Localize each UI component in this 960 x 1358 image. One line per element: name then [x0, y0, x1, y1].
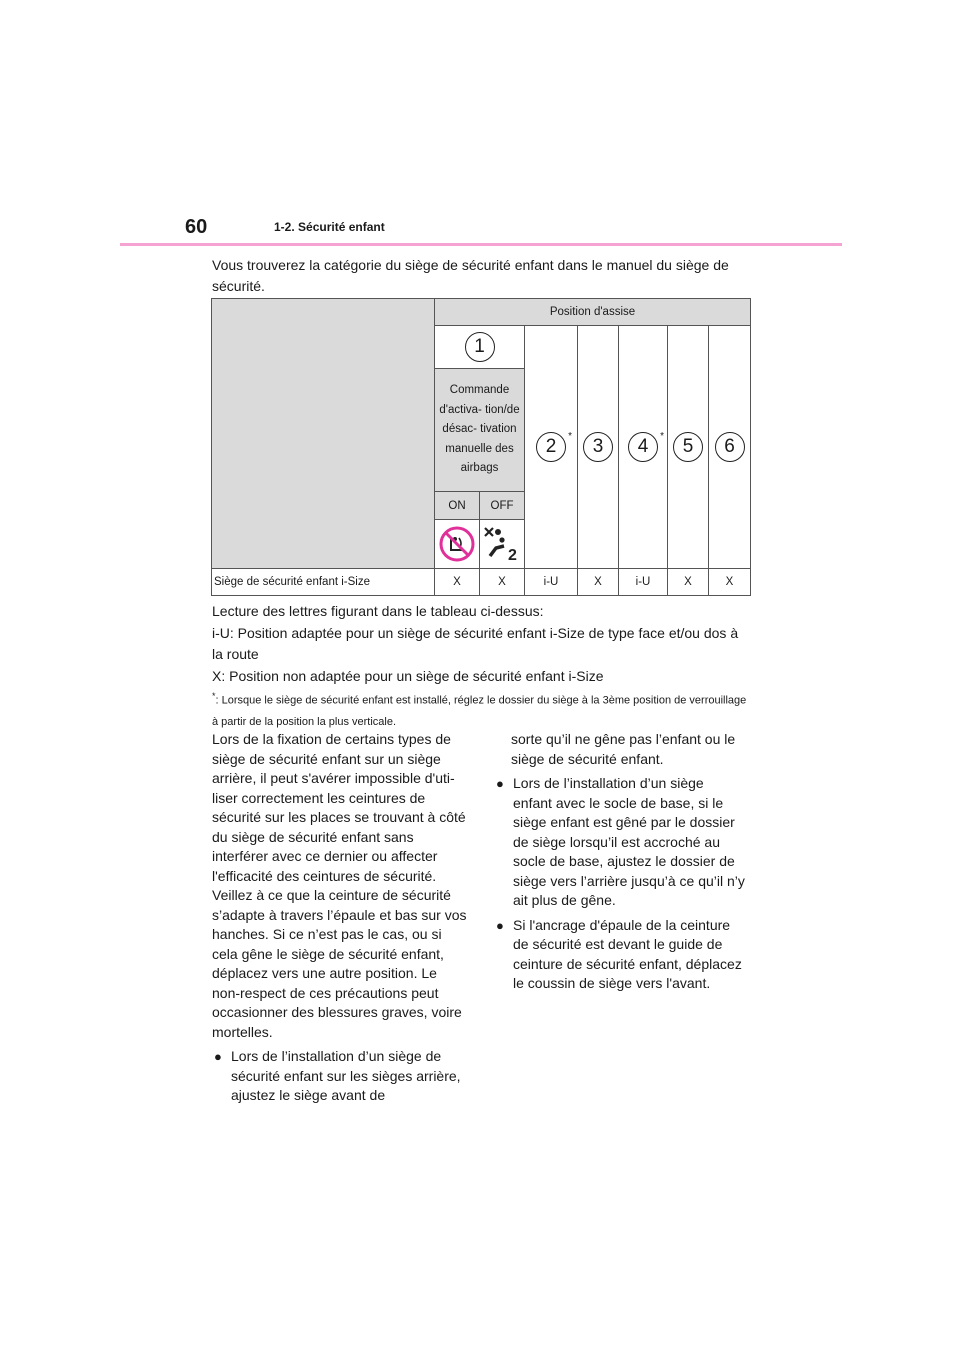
table-cell: i-U	[525, 569, 578, 596]
position-1-cell	[435, 326, 525, 369]
table-cell: X	[668, 569, 709, 596]
passenger-airbag-icon-cell	[480, 520, 525, 569]
bullet-icon: ●	[496, 776, 504, 791]
table-cell: X	[578, 569, 619, 596]
position-5-cell	[668, 326, 709, 569]
position-4-badge: 4 *	[628, 432, 658, 462]
bullet-icon: ●	[214, 1049, 222, 1064]
section-title: 1-2. Sécurité enfant	[274, 220, 385, 234]
right-continuation: sorte qu’il ne gêne pas l’enfant ou le siège de sécurité enfant.	[511, 731, 736, 767]
airbag-on-label: ON	[435, 492, 480, 520]
footnote-mark: *	[212, 691, 216, 701]
table-corner-cell	[211, 298, 435, 569]
right-column	[494, 730, 746, 994]
table-cell: X	[435, 569, 480, 596]
footnote	[212, 686, 752, 733]
bullet-icon: ●	[496, 917, 504, 933]
airbag-off-icon-cell	[435, 520, 480, 569]
table-cell: X	[480, 569, 525, 596]
row-label-isize: Siège de sécurité enfant i-Size	[211, 569, 435, 596]
position-6-badge: 6	[715, 432, 745, 462]
seating-position-table	[211, 298, 751, 596]
table-cell: X	[709, 569, 751, 596]
left-paragraph: Lors de la fixation de certains types de siège de sécurité enfant sur un siège arrière, il peut s'avérer impossible d'uti- liser correctement les ceintures de sécurité sur les places se trouvant à côté du siège de sécurité enfant sans interférer avec ce dernier ou affecter l'efficacité des ceintures de sécurité. Veillez à ce que la ceinture de sécurité s’adapte à travers l’épaule et bas sur vos hanches. Si ce n’est pas le cas, ou si cela gêne le siège de sécurité enfant, déplacez vers une autre position. Le non-respect de ces précautions peut occasionner des blessures graves, voire mortelles.	[212, 731, 467, 1040]
legend-intro: Lecture des lettres figurant dans le tableau ci-dessus:	[212, 603, 544, 619]
svg-text:2: 2	[508, 547, 517, 564]
legend-iu: i-U: Position adaptée pour un siège de sécurité enfant i-Size de type face et/ou dos à la route	[212, 625, 739, 662]
intro-text: Vous trouverez la catégorie du siège de sécurité enfant dans le manuel du siège de sécurité.	[212, 257, 729, 294]
passenger-airbag-icon	[482, 524, 522, 564]
position-3-cell	[578, 326, 619, 569]
legend-x: X: Position non adaptée pour un siège de sécurité enfant i-Size	[212, 668, 604, 684]
left-column	[212, 730, 467, 1106]
airbag-off-label: OFF	[480, 492, 525, 520]
position-6-cell	[709, 326, 751, 569]
right-bullet-1: Lors de l’installation d’un siège enfant avec le socle de base, si le siège enfant est gêné par le dossier de siège lorsqu’il est accroché au socle de base, ajustez le dossier de siège vers l’arrière jusqu’à ce qu’il n’y ait plus de gêne.	[513, 775, 745, 908]
position-3-badge: 3	[583, 432, 613, 462]
table-header-position: Position d'assise	[435, 298, 751, 326]
position-2-badge: 2 *	[536, 432, 566, 462]
right-bullet-2: Si l'ancrage d'épaule de la ceinture de sécurité est devant le guide de ceinture de sécurité enfant, déplacez le coussin de siège vers l'avant.	[513, 916, 742, 991]
position-1-badge: 1	[465, 332, 495, 362]
list-item	[494, 774, 746, 911]
position-5-badge: 5	[673, 432, 703, 462]
table-cell: i-U	[619, 569, 668, 596]
page-number: 60	[185, 216, 208, 238]
left-bullet-text: Lors de l’installation d’un siège de sécurité enfant sur les sièges arrière, ajustez le siège avant de	[231, 1048, 461, 1103]
footnote-text: : Lorsque le siège de sécurité enfant est installé, réglez le dossier du siège à la 3ème position de verrouillage à partir de la position la plus verticale.	[212, 694, 747, 728]
position-4-cell	[619, 326, 668, 569]
list-item	[212, 1047, 467, 1106]
position-2-cell	[525, 326, 578, 569]
airbag-off-icon	[438, 525, 476, 563]
header-rule	[120, 243, 842, 246]
airbag-switch-label: Commande d'activa- tion/de désac- tivation manuelle des airbags	[435, 369, 525, 492]
list-item	[494, 916, 746, 994]
